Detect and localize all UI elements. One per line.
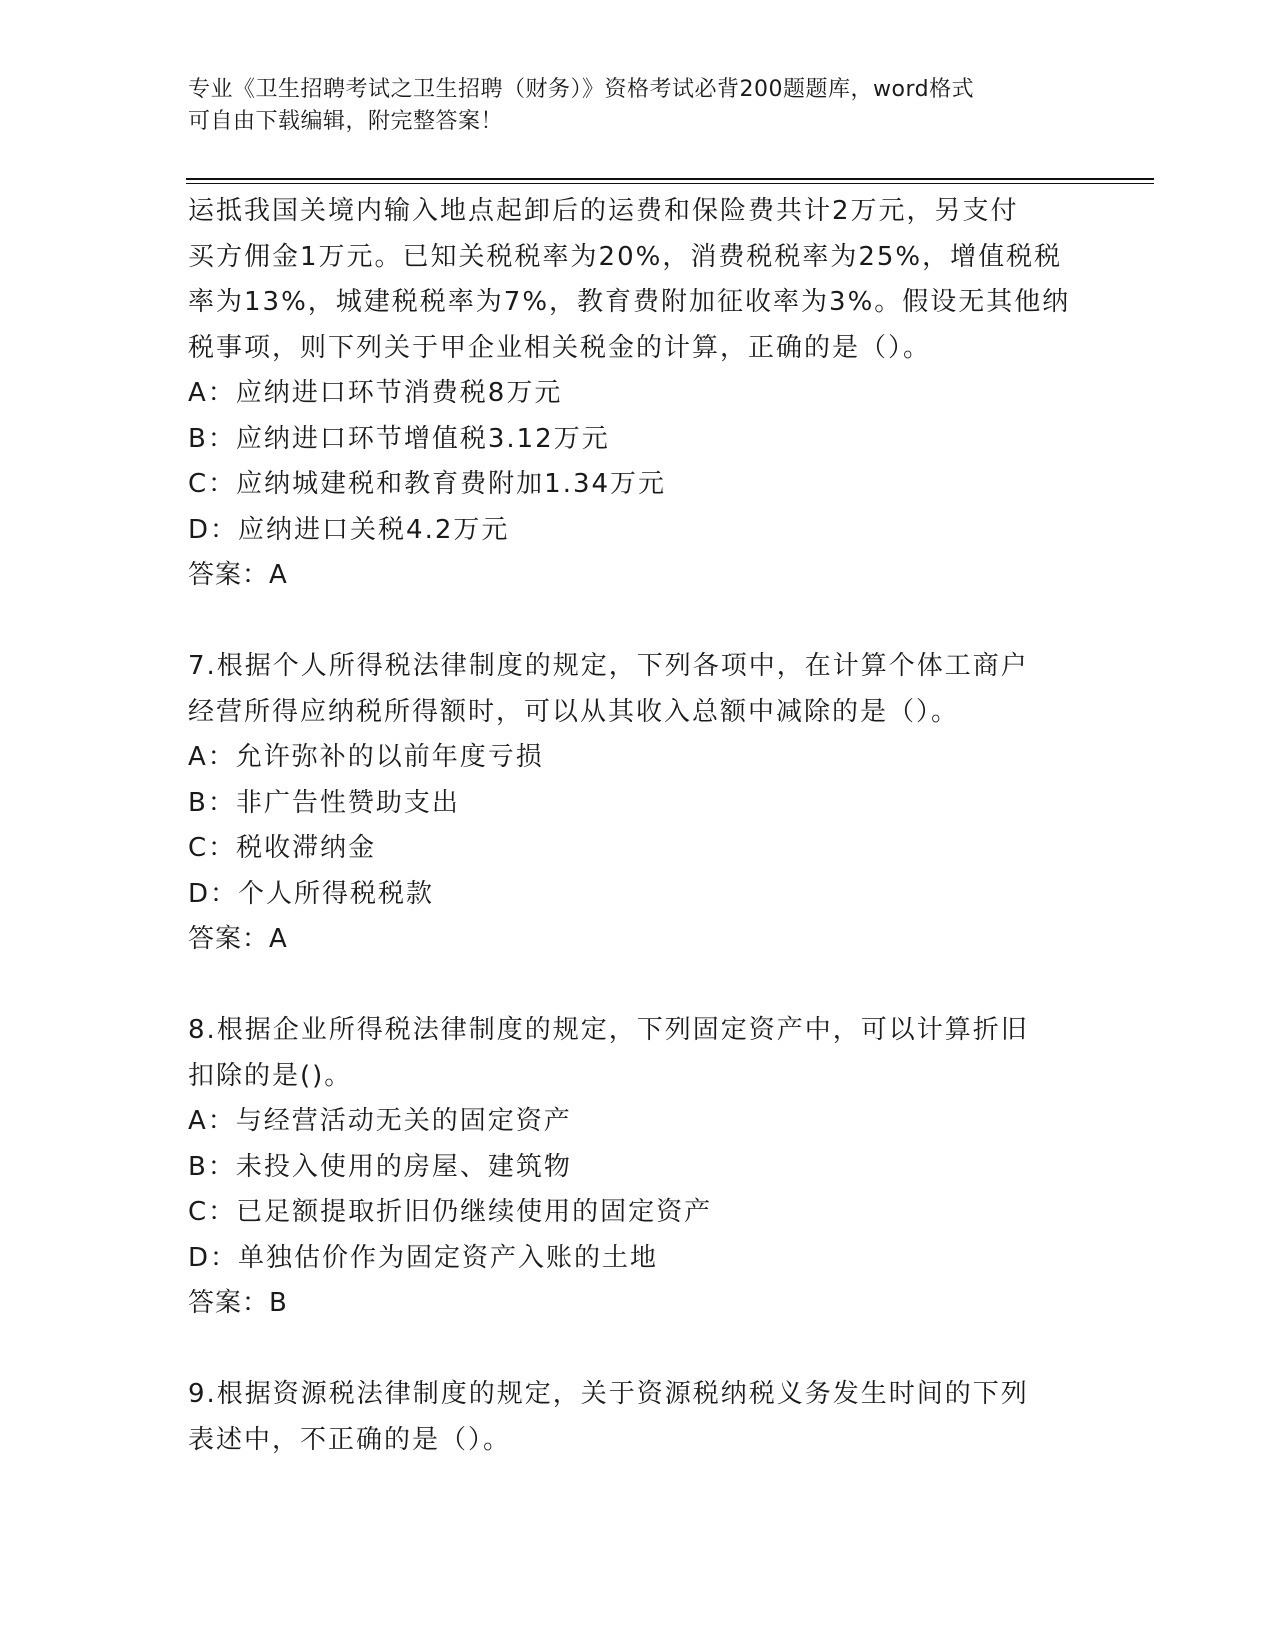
header-line-1: 专业《卫生招聘考试之卫生招聘（财务）》资格考试必背200题题库，word格式 <box>188 77 975 102</box>
header-divider-thin <box>186 183 1154 184</box>
option-a: A：应纳进口环节消费税8万元 <box>188 378 563 408</box>
option-a: A：允许弥补的以前年度亏损 <box>188 742 544 772</box>
question-8 <box>188 1008 1088 1327</box>
document-header <box>188 74 1088 138</box>
question-stem-line: 7.根据个人所得税法律制度的规定，下列各项中，在计算个体工商户 <box>188 651 1029 681</box>
header-divider-thick <box>186 178 1154 180</box>
option-d: D：个人所得税税款 <box>188 878 435 909</box>
question-spacer <box>188 963 1088 1009</box>
question-stem-line: 买方佣金1万元。已知关税税率为20%，消费税税率为25%，增值税税 <box>188 241 1063 272</box>
question-stem-line: 8.根据企业所得税法律制度的规定，下列固定资产中，可以计算折旧 <box>188 1015 1029 1045</box>
question-stem-line: 扣除的是()。 <box>188 1060 353 1091</box>
header-line-2: 可自由下载编辑，附完整答案！ <box>188 109 504 134</box>
question-9 <box>188 1372 1088 1463</box>
option-c: C：应纳城建税和教育费附加1.34万元 <box>188 469 667 499</box>
question-7 <box>188 644 1088 963</box>
question-stem-line: 率为13%，城建税税率为7%，教育费附加征收率为3%。假设无其他纳 <box>188 287 1071 317</box>
question-stem-line: 表述中，不正确的是（）。 <box>188 1424 512 1455</box>
question-list <box>188 189 1088 1463</box>
option-a: A：与经营活动无关的固定资产 <box>188 1106 572 1136</box>
question-spacer <box>188 1327 1088 1373</box>
question-spacer <box>188 599 1088 645</box>
option-b: B：非广告性赞助支出 <box>188 787 460 818</box>
option-d: D：单独估价作为固定资产入账的土地 <box>188 1242 659 1273</box>
answer-label: 答案：A <box>188 924 288 954</box>
question-stem-line: 税事项，则下列关于甲企业相关税金的计算，正确的是（）。 <box>188 332 932 363</box>
option-b: B：应纳进口环节增值税3.12万元 <box>188 423 610 454</box>
option-c: C：税收滞纳金 <box>188 833 377 863</box>
answer-label: 答案：A <box>188 560 288 590</box>
question-stem-line: 经营所得应纳税所得额时，可以从其收入总额中减除的是（）。 <box>188 696 960 727</box>
question-6 <box>188 189 1088 599</box>
answer-label: 答案：B <box>188 1288 288 1318</box>
option-b: B：未投入使用的房屋、建筑物 <box>188 1151 572 1182</box>
option-c: C：已足额提取折旧仍继续使用的固定资产 <box>188 1197 713 1227</box>
question-stem-line: 9.根据资源税法律制度的规定，关于资源税纳税义务发生时间的下列 <box>188 1379 1029 1409</box>
question-stem-line: 运抵我国关境内输入地点起卸后的运费和保险费共计2万元，另支付 <box>188 196 1019 226</box>
option-d: D：应纳进口关税4.2万元 <box>188 514 510 545</box>
